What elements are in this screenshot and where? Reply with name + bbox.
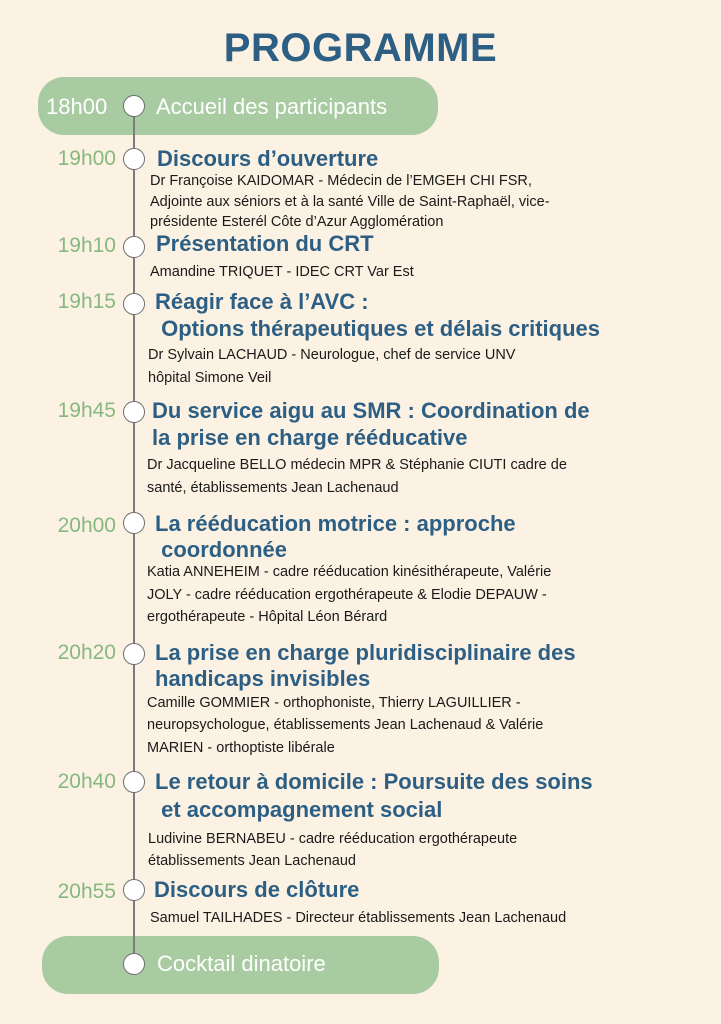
speaker-line: Katia ANNEHEIM - cadre rééducation kinésithérapeute, Valérie <box>147 564 552 580</box>
closing-label: Cocktail dinatoire <box>157 951 326 976</box>
timeline-node <box>123 771 145 793</box>
session-title: La rééducation motrice : approche <box>155 511 516 536</box>
timeline-node <box>123 643 145 665</box>
session-title: Discours d’ouverture <box>157 146 379 171</box>
speaker-line: Dr Françoise KAIDOMAR - Médecin de l’EMGEH CHI FSR, <box>150 173 532 189</box>
session-title: Du service aigu au SMR : Coordination de <box>152 398 590 423</box>
opening-label: Accueil des participants <box>156 94 388 119</box>
timeline-node <box>123 401 145 423</box>
opening-time: 18h00 <box>46 94 108 119</box>
timeline-node <box>123 293 145 315</box>
speaker-line: Samuel TAILHADES - Directeur établissements Jean Lachenaud <box>150 910 567 926</box>
timeline-node <box>123 236 145 258</box>
session-title: la prise en charge rééducative <box>152 425 468 450</box>
speaker-line: santé, établissements Jean Lachenaud <box>147 480 399 496</box>
session-time: 20h00 <box>57 514 116 537</box>
speaker-line: MARIEN - orthoptiste libérale <box>147 740 335 756</box>
timeline-node <box>123 512 145 534</box>
session-time: 19h00 <box>57 147 116 170</box>
speaker-line: neuropsychologue, établissements Jean Lachenaud & Valérie <box>147 717 544 733</box>
session-title: Discours de clôture <box>154 877 360 902</box>
session-title: Options thérapeutiques et délais critiques <box>155 316 600 341</box>
session-time: 19h45 <box>57 399 116 422</box>
session-time: 19h10 <box>57 234 116 257</box>
session-title: Présentation du CRT <box>156 231 374 256</box>
speaker-line: Dr Sylvain LACHAUD - Neurologue, chef de service UNV <box>148 347 516 363</box>
speaker-line: ergothérapeute - Hôpital Léon Bérard <box>147 609 388 625</box>
speaker-line: Amandine TRIQUET - IDEC CRT Var Est <box>150 264 414 280</box>
timeline-node <box>123 148 145 170</box>
session-title: La prise en charge pluridisciplinaire des <box>155 640 576 665</box>
session-time: 20h20 <box>57 641 116 664</box>
session-time: 20h40 <box>57 770 116 793</box>
speaker-line: Dr Jacqueline BELLO médecin MPR & Stéphanie CIUTI cadre de <box>147 457 567 473</box>
session-time: 19h15 <box>57 290 116 313</box>
speaker-line: JOLY - cadre rééducation ergothérapeute & Elodie DEPAUW - <box>147 587 547 603</box>
session-time: 20h55 <box>57 880 116 903</box>
speaker-line: Ludivine BERNABEU - cadre rééducation ergothérapeute <box>148 831 518 847</box>
timeline-node <box>123 95 145 117</box>
session-title: Le retour à domicile : Poursuite des soins <box>155 769 593 794</box>
session-title: Réagir face à l’AVC : <box>155 289 369 314</box>
session-title: et accompagnement social <box>155 797 443 822</box>
timeline-node <box>123 953 145 975</box>
speaker-line: hôpital Simone Veil <box>148 370 272 386</box>
speaker-line: Camille GOMMIER - orthophoniste, Thierry LAGUILLIER - <box>147 695 521 711</box>
session-title: coordonnée <box>155 537 288 562</box>
speaker-line: Adjointe aux séniors et à la santé Ville de Saint-Raphaël, vice- <box>150 194 550 210</box>
speaker-line: présidente Esterél Côte d’Azur Agglomération <box>150 214 444 230</box>
speaker-line: établissements Jean Lachenaud <box>148 853 356 869</box>
timeline-node <box>123 879 145 901</box>
session-title: handicaps invisibles <box>155 666 371 691</box>
page-title: PROGRAMME <box>223 26 498 70</box>
